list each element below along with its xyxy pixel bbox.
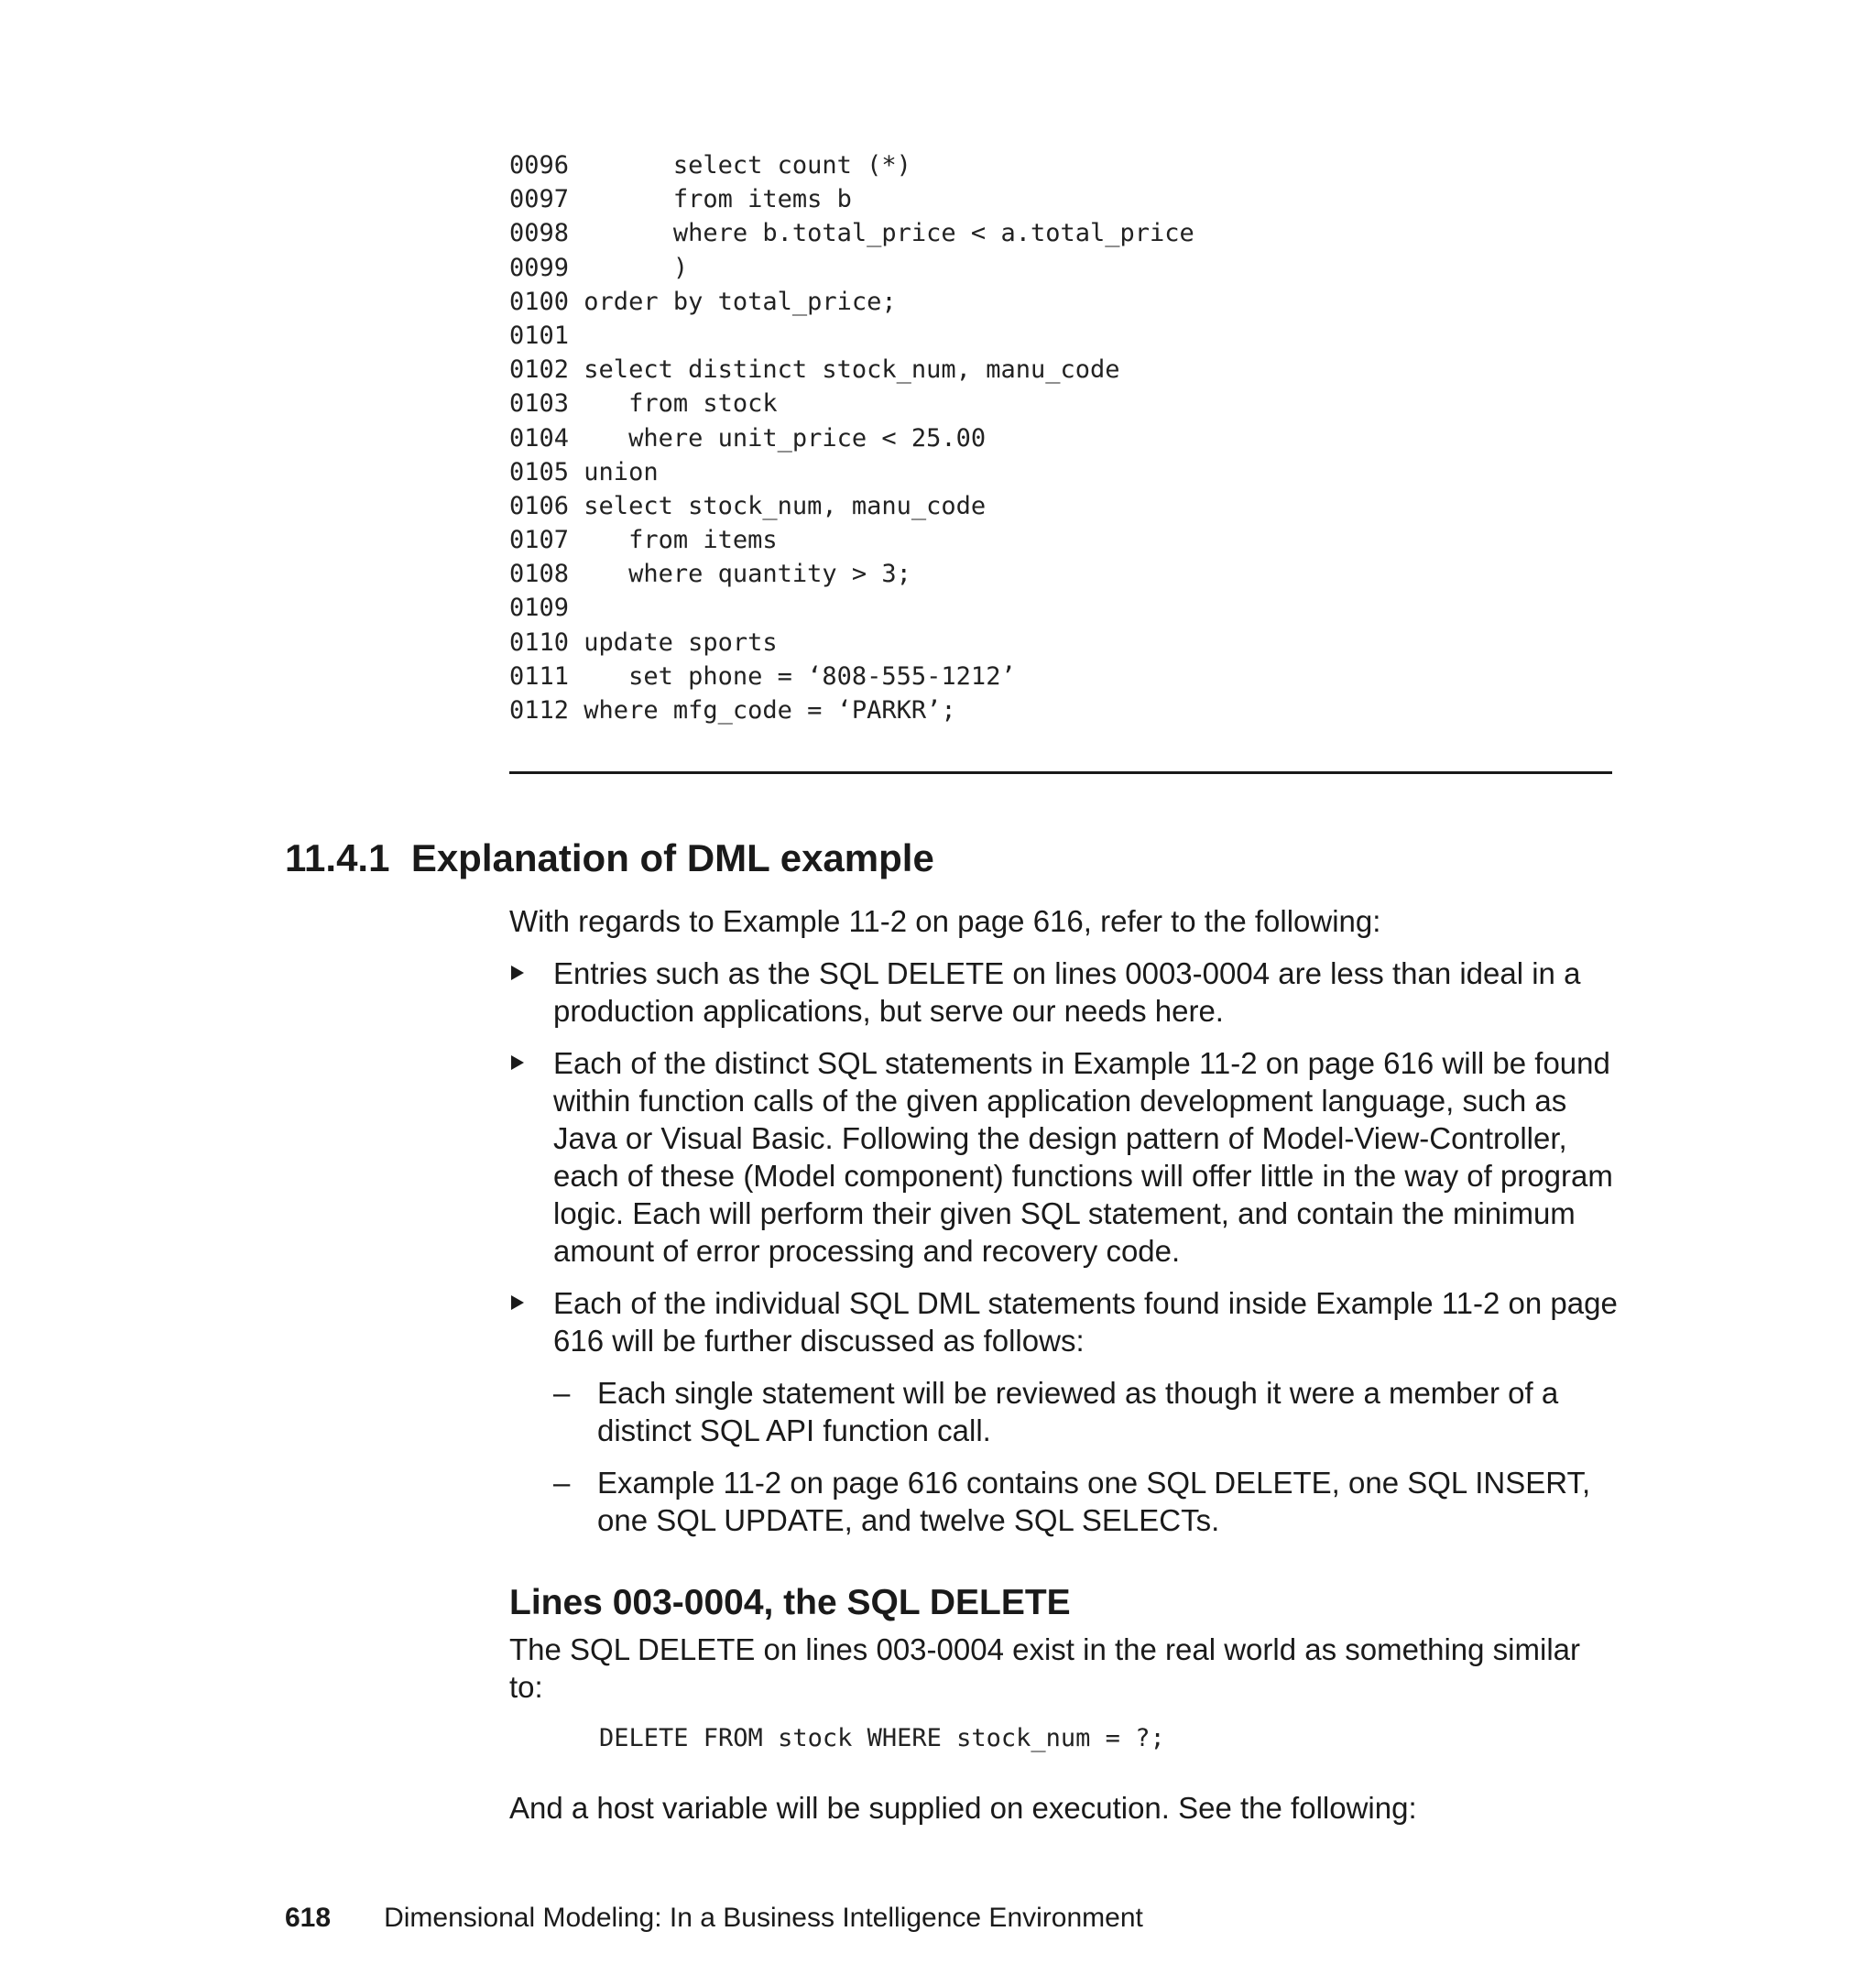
- code-line: 0098 where b.total_price < a.total_price: [509, 219, 1194, 248]
- code-line: 0103 from stock: [509, 389, 778, 419]
- page-footer: [285, 1903, 1143, 1934]
- paragraph: And a host variable will be supplied on execution. See the following:: [509, 1791, 1417, 1825]
- page-number: 618: [285, 1903, 332, 1933]
- code-line: 0107 from items: [509, 526, 778, 555]
- paragraph: The SQL DELETE on lines 003-0004 exist in the real world as something similar to:: [509, 1632, 1581, 1704]
- code-line: 0096 select count (*): [509, 151, 911, 180]
- code-line: 0110 update sports: [509, 627, 778, 657]
- code-line: 0102 select distinct stock_num, manu_code: [509, 355, 1120, 385]
- code-line: 0106 select stock_num, manu_code: [509, 491, 987, 520]
- section-heading: [285, 836, 934, 880]
- code-line: 0097 from items b: [509, 185, 852, 214]
- dash-bullet-icon: –: [553, 1466, 571, 1500]
- section-number: 11.4.1: [285, 836, 390, 879]
- code-line: 0100 order by total_price;: [509, 287, 897, 316]
- section-title: Explanation of DML example: [410, 836, 934, 879]
- sub-bullet-list: [553, 1374, 1618, 1539]
- list-item: Each of the individual SQL DML statements found inside Example 11-2 on page 616 will be further discussed as follows: – Each single statement will be reviewed as though it were a member of a distinct SQL API function call. – Example 11-2 on page 616 contains one SQL DELETE, one SQL INSERT, one SQL UPDATE, and twelve SQL SELECTs.: [509, 1284, 1618, 1539]
- code-line: 0111 set phone = ‘808-555-1212’: [509, 661, 1016, 691]
- intro-paragraph: With regards to Example 11-2 on page 616, refer to the following:: [509, 904, 1381, 938]
- sub-list-item: – Each single statement will be reviewed as though it were a member of a distinct SQL API function call.: [553, 1376, 1559, 1447]
- bullet-list: [509, 955, 1618, 1554]
- horizontal-rule: [509, 771, 1612, 774]
- triangle-bullet-icon: [511, 966, 524, 980]
- triangle-bullet-icon: [511, 1055, 524, 1070]
- code-line: 0112 where mfg_code = ‘PARKR’;: [509, 696, 956, 725]
- code-line: 0099 ): [509, 253, 689, 282]
- dash-bullet-icon: –: [553, 1376, 571, 1410]
- triangle-bullet-icon: [511, 1295, 524, 1310]
- code-snippet: DELETE FROM stock WHERE stock_num = ?;: [599, 1724, 1165, 1752]
- list-item: Each of the distinct SQL statements in Example 11-2 on page 616 will be found within function calls of the given application development language, such as Java or Visual Basic. Following the design pattern of Model-View-Controller, each of these (Model component) functions will offer little in the way of program logic. Each will perform their given SQL statement, and contain the minimum amount of error processing and recovery code.: [509, 1044, 1618, 1270]
- sub-list-item: – Example 11-2 on page 616 contains one SQL DELETE, one SQL INSERT, one SQL UPDATE, and twelve SQL SELECTs.: [553, 1466, 1591, 1537]
- subheading: Lines 003-0004, the SQL DELETE: [509, 1583, 1071, 1622]
- book-title: Dimensional Modeling: In a Business Intelligence Environment: [384, 1903, 1143, 1933]
- list-item: Entries such as the SQL DELETE on lines 0003-0004 are less than ideal in a production applications, but serve our needs here.: [509, 955, 1618, 1030]
- code-line: 0109: [509, 594, 570, 623]
- code-line: 0101: [509, 321, 570, 350]
- code-line: 0104 where unit_price < 25.00: [509, 423, 987, 453]
- code-listing: [509, 148, 1609, 727]
- code-line: 0108 where quantity > 3;: [509, 560, 911, 589]
- code-line: 0105 union: [509, 457, 659, 486]
